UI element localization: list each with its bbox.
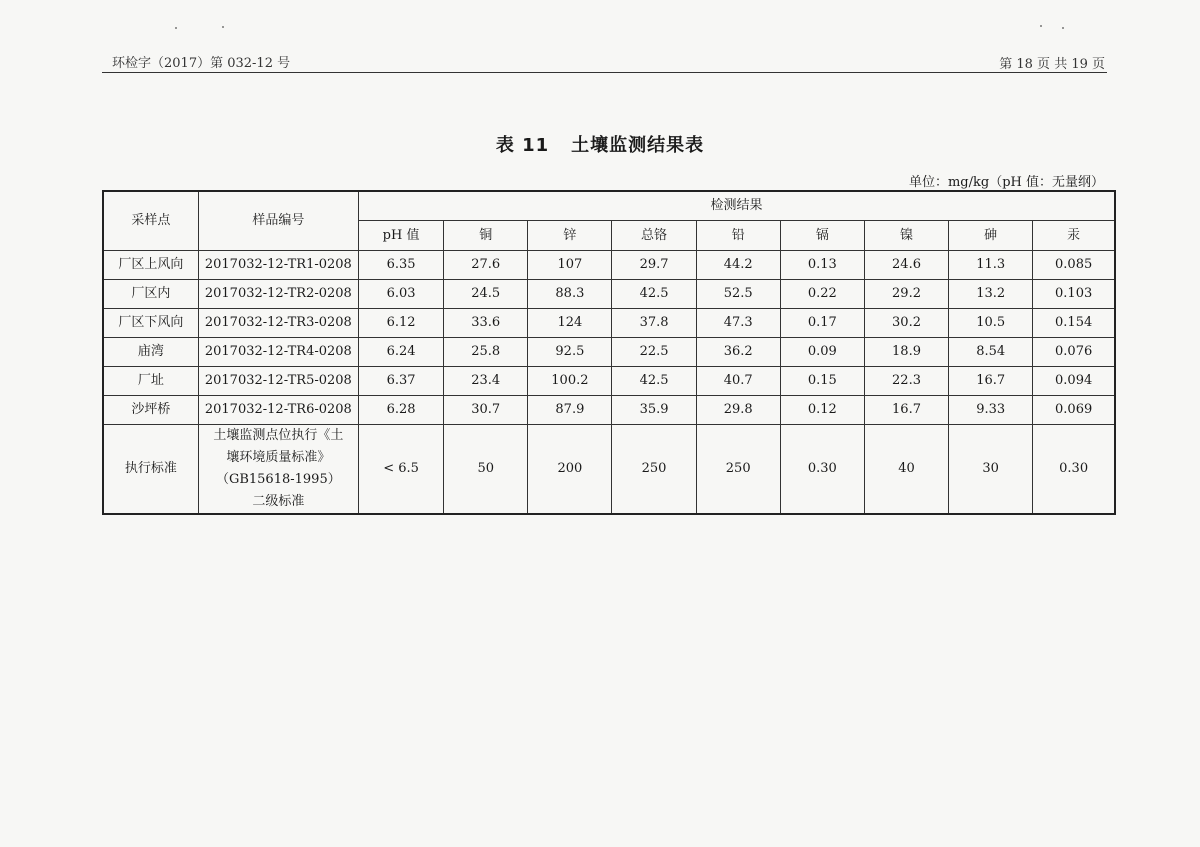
standard-desc-line: 壤环境质量标准》: [226, 450, 331, 465]
table-name: 土壤监测结果表: [571, 135, 705, 156]
value-cell: 6.37: [359, 367, 444, 396]
value-cell: 0.13: [780, 251, 864, 280]
col-site-header: 采样点: [103, 191, 198, 251]
value-cell: 16.7: [949, 367, 1033, 396]
scan-speck: [1040, 25, 1042, 27]
param-header: 锌: [528, 221, 612, 251]
value-cell: 42.5: [612, 280, 696, 309]
value-cell: 29.8: [696, 396, 780, 425]
value-cell: 92.5: [528, 338, 612, 367]
standard-value-cell: 40: [864, 425, 948, 515]
value-cell: 10.5: [949, 309, 1033, 338]
value-cell: 37.8: [612, 309, 696, 338]
value-cell: 0.103: [1033, 280, 1115, 309]
value-cell: 0.12: [780, 396, 864, 425]
standard-desc-line: 二级标准: [252, 494, 305, 509]
value-cell: 0.154: [1033, 309, 1115, 338]
param-header: 镍: [864, 221, 948, 251]
standard-value-cell: 50: [444, 425, 528, 515]
site-cell: 厂址: [103, 367, 198, 396]
site-cell: 厂区内: [103, 280, 198, 309]
sample-id-cell: 2017032-12-TR1-0208: [198, 251, 358, 280]
standard-value-cell: < 6.5: [359, 425, 444, 515]
value-cell: 124: [528, 309, 612, 338]
header-row: [103, 191, 1115, 221]
value-cell: 22.5: [612, 338, 696, 367]
standard-row: [103, 425, 1115, 515]
standard-value-cell: 30: [949, 425, 1033, 515]
standard-description: [198, 425, 358, 515]
value-cell: 6.12: [359, 309, 444, 338]
value-cell: 6.28: [359, 396, 444, 425]
value-cell: 0.17: [780, 309, 864, 338]
value-cell: 24.5: [444, 280, 528, 309]
value-cell: 6.35: [359, 251, 444, 280]
param-header: 总铬: [612, 221, 696, 251]
value-cell: 0.15: [780, 367, 864, 396]
site-cell: 厂区上风向: [103, 251, 198, 280]
value-cell: 18.9: [864, 338, 948, 367]
value-cell: 0.085: [1033, 251, 1115, 280]
unit-note: 单位：mg/kg（pH 值：无量纲）: [908, 175, 1104, 190]
value-cell: 30.7: [444, 396, 528, 425]
value-cell: 16.7: [864, 396, 948, 425]
value-cell: 25.8: [444, 338, 528, 367]
value-cell: 27.6: [444, 251, 528, 280]
standard-label: 执行标准: [103, 425, 198, 515]
value-cell: 0.069: [1033, 396, 1115, 425]
value-cell: 100.2: [528, 367, 612, 396]
scan-speck: [1062, 27, 1064, 29]
standard-desc-line: 土壤监测点位执行《土: [213, 428, 344, 443]
site-cell: 庙湾: [103, 338, 198, 367]
value-cell: 47.3: [696, 309, 780, 338]
value-cell: 33.6: [444, 309, 528, 338]
scan-speck: [175, 27, 177, 29]
sample-id-cell: 2017032-12-TR4-0208: [198, 338, 358, 367]
value-cell: 29.7: [612, 251, 696, 280]
value-cell: 44.2: [696, 251, 780, 280]
sample-id-cell: 2017032-12-TR3-0208: [198, 309, 358, 338]
value-cell: 23.4: [444, 367, 528, 396]
value-cell: 0.22: [780, 280, 864, 309]
table-row: [103, 309, 1115, 338]
value-cell: 88.3: [528, 280, 612, 309]
param-header: 镉: [780, 221, 864, 251]
table-row: [103, 251, 1115, 280]
value-cell: 107: [528, 251, 612, 280]
value-cell: 0.076: [1033, 338, 1115, 367]
scan-speck: [222, 26, 224, 28]
page-indicator: 第 18 页 共 19 页: [999, 57, 1105, 72]
col-sample-header: 样品编号: [198, 191, 358, 251]
table-row: [103, 338, 1115, 367]
param-header: 汞: [1033, 221, 1115, 251]
table-row: [103, 280, 1115, 309]
table-row: [103, 367, 1115, 396]
value-cell: 24.6: [864, 251, 948, 280]
standard-value-cell: 250: [612, 425, 696, 515]
header-rule: [102, 72, 1107, 73]
value-cell: 22.3: [864, 367, 948, 396]
value-cell: 9.33: [949, 396, 1033, 425]
sample-id-cell: 2017032-12-TR6-0208: [198, 396, 358, 425]
value-cell: 13.2: [949, 280, 1033, 309]
param-header: 铅: [696, 221, 780, 251]
param-header: 铜: [444, 221, 528, 251]
value-cell: 52.5: [696, 280, 780, 309]
sample-id-cell: 2017032-12-TR5-0208: [198, 367, 358, 396]
col-results-header: 检测结果: [359, 191, 1116, 221]
standard-value-cell: 0.30: [780, 425, 864, 515]
value-cell: 0.09: [780, 338, 864, 367]
standard-value-cell: 250: [696, 425, 780, 515]
value-cell: 36.2: [696, 338, 780, 367]
value-cell: 87.9: [528, 396, 612, 425]
table-row: [103, 396, 1115, 425]
value-cell: 0.094: [1033, 367, 1115, 396]
value-cell: 8.54: [949, 338, 1033, 367]
standard-value-cell: 0.30: [1033, 425, 1115, 515]
value-cell: 35.9: [612, 396, 696, 425]
value-cell: 42.5: [612, 367, 696, 396]
value-cell: 40.7: [696, 367, 780, 396]
standard-desc-line: （GB15618-1995）: [215, 472, 341, 487]
value-cell: 30.2: [864, 309, 948, 338]
table-title: [0, 131, 1200, 157]
value-cell: 29.2: [864, 280, 948, 309]
value-cell: 6.03: [359, 280, 444, 309]
site-cell: 沙坪桥: [103, 396, 198, 425]
site-cell: 厂区下风向: [103, 309, 198, 338]
table-number: 表 11: [495, 135, 550, 156]
standard-value-cell: 200: [528, 425, 612, 515]
param-header: 砷: [949, 221, 1033, 251]
report-number: 环检字（2017）第 032-12 号: [112, 56, 291, 71]
param-header: pH 值: [359, 221, 444, 251]
value-cell: 6.24: [359, 338, 444, 367]
sample-id-cell: 2017032-12-TR2-0208: [198, 280, 358, 309]
value-cell: 11.3: [949, 251, 1033, 280]
soil-monitoring-table: [102, 190, 1116, 515]
